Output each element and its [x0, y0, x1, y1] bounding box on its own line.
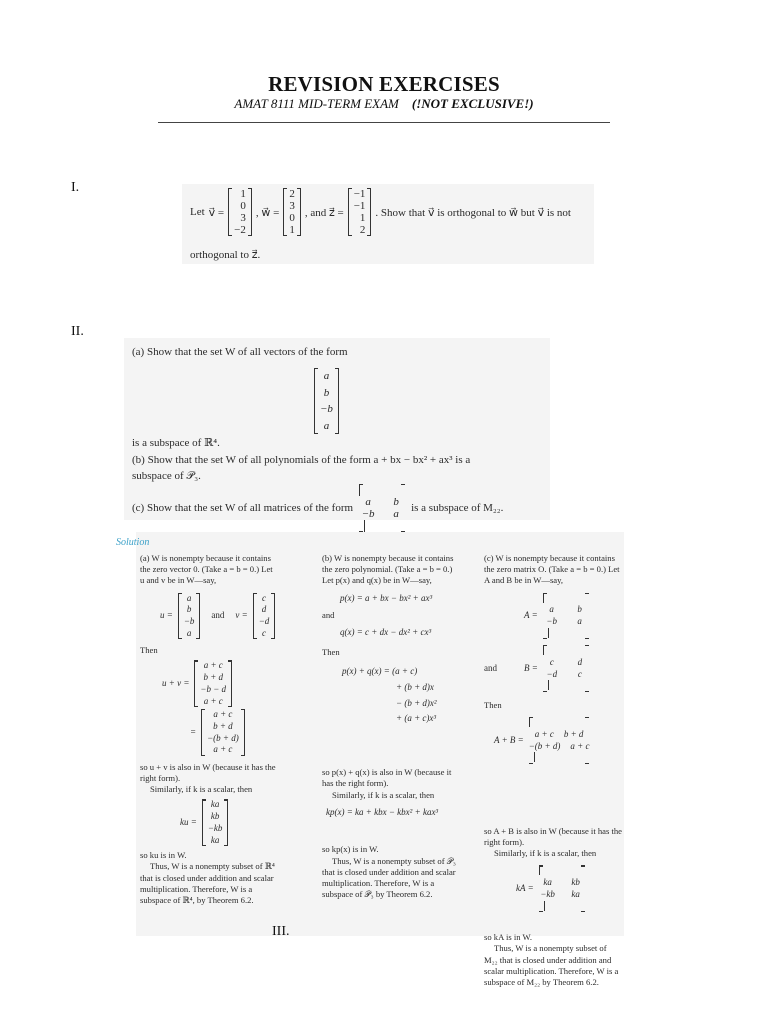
sol-a-v-name: v = [235, 610, 248, 621]
sol-b-p: p(x) = a + bx − bx² + ax³ [340, 592, 433, 603]
sol-a-ku-vector [202, 799, 229, 846]
matrix-entry: −b [361, 508, 375, 520]
sol-a-so: so u + v is also in W (because it has the right form). [140, 761, 276, 784]
p1-w-name: , w⃗ = [255, 206, 280, 219]
vector-entry: a + c [213, 744, 233, 755]
p1-let: Let [190, 206, 205, 218]
sol-b-then: Then [322, 647, 340, 658]
vector-entry: −(b + d) [207, 732, 239, 743]
section-label-3: III. [272, 924, 290, 939]
vector-entry: 1 [240, 188, 246, 200]
sol-a-sum-vector-2 [201, 709, 245, 756]
sol-a-v-vector [253, 593, 276, 640]
vector-entry: a + c [203, 660, 223, 671]
vector-entry: −b − d [200, 683, 227, 694]
sol-b-and: and [322, 610, 335, 621]
vector-entry: b [323, 386, 330, 399]
matrix-entry: b [393, 496, 399, 508]
vector-entry: a + c [203, 695, 223, 706]
matrix-entry: a + c [570, 740, 590, 751]
matrix-entry: c [577, 668, 582, 679]
sol-b-similarly: Similarly, if k is a scalar, then [332, 789, 435, 800]
exam-note: (!NOT EXCLUSIVE!) [411, 96, 534, 111]
vector-entry: 2 [359, 224, 366, 236]
vector-entry: c [262, 627, 267, 638]
vector-entry: 0 [289, 212, 295, 224]
p1-statement: . Show that v⃗ is orthogonal to w⃗ but v⃗ is not [375, 206, 571, 219]
sol-b-so: so p(x) + q(x) is also in W (because it has the right form). [322, 767, 452, 789]
header-divider [158, 122, 610, 123]
matrix-entry: kb [571, 877, 580, 888]
vector-entry: a [186, 592, 192, 603]
sol-c-B-matrix [543, 645, 589, 692]
section-label-2: II. [71, 324, 84, 339]
vector-entry: d [261, 604, 267, 615]
sol-a-sum-vector [194, 660, 232, 707]
sol-b-sum [342, 664, 462, 727]
sol-a-then: Then [140, 645, 158, 656]
matrix-entry: c [549, 656, 554, 667]
vector-entry: a [186, 627, 192, 638]
sol-c-then: Then [484, 700, 502, 711]
matrix-entry: d [577, 656, 583, 667]
sol-c-kA-name: kA = [516, 882, 534, 893]
vector-entry: b + d [213, 720, 233, 731]
sol-a-sum-name: u + v = [162, 677, 190, 688]
matrix-entry: ka [571, 888, 580, 899]
sol-c-so: so A + B is also in W (because it has the right form). [484, 825, 622, 848]
vector-entry: −kb [207, 822, 223, 833]
p2b-end: subspace of 𝒫₃. [132, 470, 201, 482]
p1-v-vector [228, 188, 252, 236]
p1-w-vector [283, 188, 301, 236]
exam-name: AMAT 8111 MID-TERM EXAM [234, 96, 399, 111]
vector-entry: 0 [240, 200, 246, 212]
p1-statement-end: orthogonal to z⃗. [190, 249, 261, 261]
vector-entry: kb [210, 811, 220, 822]
p2b-text: (b) Show that the set W of all polynomials of the form a + bx − bx² + ax³ is a [132, 454, 471, 466]
sol-c-thus: Thus, W is a nonempty subset of M₂₂ that is closed under addition and scalar multiplication. Therefore, W is a subspace of M₂₂ by Theorem 6.2. [484, 943, 619, 987]
sol-c-A-name: A = [524, 610, 538, 621]
p1-z-vector [348, 188, 372, 236]
matrix-entry: −b [546, 615, 557, 626]
vector-entry: a + c [213, 709, 233, 720]
problem-1-image [182, 184, 594, 264]
vector-entry: 3 [240, 212, 246, 224]
p2a-end: is a subspace of ℝ⁴. [132, 437, 220, 449]
solution-col-b [322, 553, 462, 900]
sol-b-thus: Thus, W is a nonempty subset of 𝒫₃ that is closed under addition and scalar multiplication. Therefore, W is a subspace of 𝒫₃ by Theorem 6.2. [322, 855, 456, 900]
sol-a-similarly: Similarly, if k is a scalar, then [150, 784, 253, 795]
sol-c-sum-name: A + B = [494, 734, 524, 745]
matrix-entry: a [393, 508, 399, 520]
sol-b-kp: kp(x) = ka + kbx − kbx² + kax³ [326, 806, 439, 817]
sol-c-B-name: B = [524, 662, 538, 673]
document-subtitle [0, 96, 768, 112]
vector-entry: b + d [203, 672, 224, 683]
p2c-matrix [359, 484, 405, 532]
vector-entry: 3 [289, 200, 295, 212]
section-label-1: I. [71, 180, 80, 195]
matrix-entry: b [577, 604, 582, 615]
sol-c-and: and [484, 662, 497, 673]
sol-b-sum-line: + (b + d)x [396, 681, 434, 692]
p2c-end: is a subspace of M₂₂. [411, 502, 504, 514]
sol-c-sum-matrix [529, 717, 590, 764]
matrix-entry: ka [543, 877, 552, 888]
vector-entry: −b [320, 403, 333, 415]
vector-entry: −b [183, 615, 195, 626]
document-title: REVISION EXERCISES [268, 72, 500, 96]
vector-entry: −1 [353, 188, 366, 200]
matrix-entry: a + c [534, 728, 554, 739]
solution-col-a [140, 553, 276, 906]
vector-entry: −d [258, 615, 270, 626]
matrix-entry: a [549, 604, 554, 615]
vector-entry: b [186, 604, 192, 615]
p2a-text: (a) Show that the set W of all vectors of the form [132, 346, 348, 358]
vector-entry: c [262, 592, 267, 603]
matrix-entry: −kb [540, 888, 555, 899]
sol-b-sum-line: p(x) + q(x) = (a + c) [342, 666, 418, 677]
sol-a-eq: = [190, 726, 197, 737]
matrix-entry: −(b + d) [528, 740, 561, 751]
sol-b-q: q(x) = c + dx − dx² + cx³ [340, 627, 432, 638]
solution-col-c [484, 553, 622, 988]
sol-a-intro: (a) W is nonempty because it contains the zero vector 0. (Take a = b = 0.) Let u and v be in W—say, [140, 553, 273, 586]
matrix-entry: b + d [563, 728, 584, 739]
sol-c-similarly: Similarly, if k is a scalar, then [494, 848, 597, 859]
problem-2-image [124, 338, 550, 520]
vector-entry: −1 [353, 200, 366, 212]
sol-b-sum-line: + (a + c)x³ [396, 713, 437, 724]
vector-entry: 1 [289, 224, 295, 236]
sol-c-kA-matrix [539, 865, 585, 912]
sol-b-so-kp: so kp(x) is in W. [322, 844, 379, 855]
vector-entry: ka [210, 799, 220, 810]
sol-a-u-vector [178, 593, 201, 640]
matrix-entry: −d [546, 668, 558, 679]
sol-b-sum-line: − (b + d)x² [396, 697, 437, 708]
vector-entry: 1 [359, 212, 366, 224]
sol-a-u-name: u = [160, 610, 173, 621]
p1-z-name: , and z⃗ = [304, 206, 344, 219]
vector-entry: ka [210, 834, 220, 845]
sol-c-A-matrix [543, 593, 589, 640]
p2c-text: (c) Show that the set W of all matrices of the form [132, 502, 354, 514]
sol-b-intro: (b) W is nonempty because it contains the zero polynomial. (Take a = b = 0.) Let p(x) and q(x) be in W—say, [322, 553, 454, 586]
vector-entry: 2 [289, 188, 295, 200]
sol-a-thus: Thus, W is a nonempty subset of ℝ⁴ that is closed under addition and scalar multiplication. Therefore, W is a subspace of ℝ⁴, by Theorem 6.2. [140, 861, 275, 905]
solution-label: Solution [116, 537, 150, 548]
sol-a-and: and [211, 610, 225, 621]
vector-entry: a [323, 370, 330, 382]
sol-c-intro: (c) W is nonempty because it contains the zero matrix O. (Take a = b = 0.) Let A and B be in W—say, [484, 553, 620, 586]
p2a-vector [314, 368, 339, 434]
vector-entry: a [323, 419, 330, 432]
vector-entry: −2 [234, 224, 246, 236]
sol-c-so-kA: so kA is in W. [484, 932, 532, 943]
sol-a-ku-name: ku = [180, 816, 197, 827]
p1-v-name: v⃗ = [208, 206, 225, 219]
matrix-entry: a [365, 496, 371, 508]
sol-a-so-ku: so ku is in W. [140, 850, 187, 861]
matrix-entry: a [577, 615, 582, 626]
